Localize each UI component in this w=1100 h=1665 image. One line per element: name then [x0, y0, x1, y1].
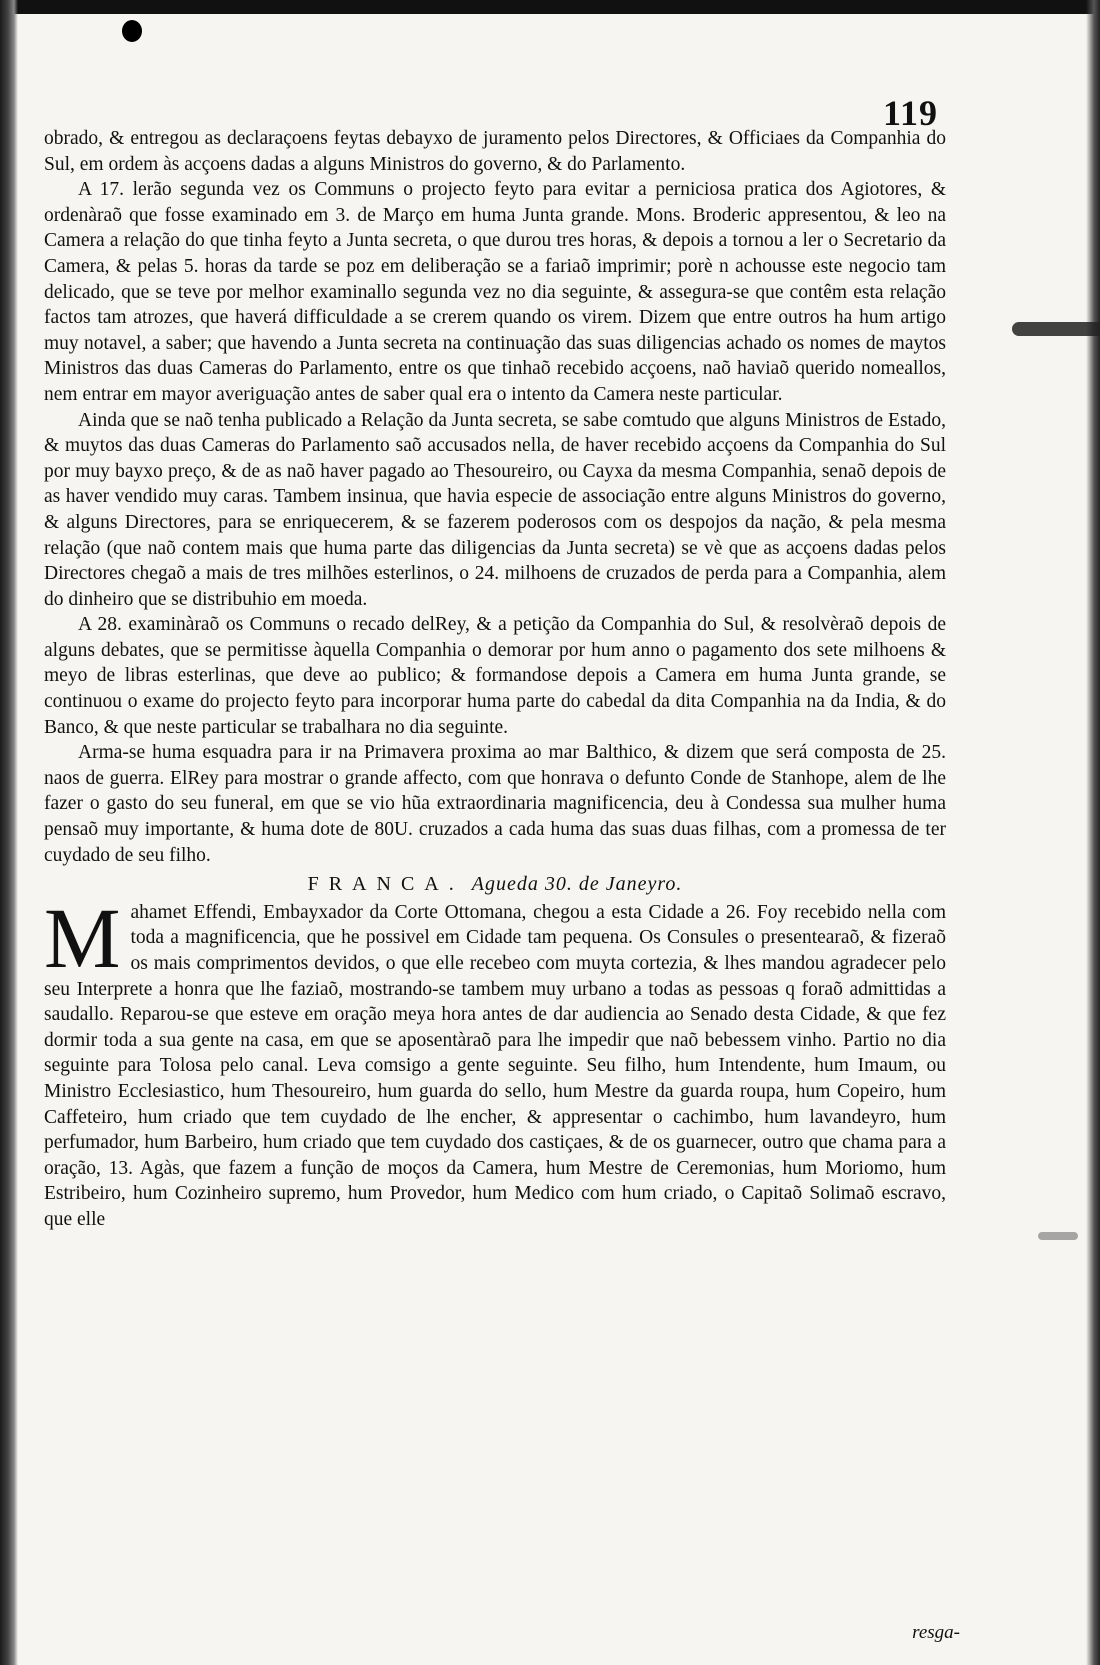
section-heading [44, 872, 946, 898]
paragraph: A 17. lerão segunda vez os Communs o projecto feyto para evitar a perniciosa pratica dos Agiotores, & ordenàraõ que fosse examinado em 3. de Março em huma Junta grande. Mons. Broderic appresentou, & leo na Camera a relação do que tinha feyto a Junta secreta, o que durou tres horas, & depois a tornou a ler o Secretario da Camera, & pelas 5. horas da tarde se poz em deliberação se a fariaõ imprimir; porè n achousse este negocio tam delicado, que se teve por melhor examinallo segunda vez no dia seguinte, & assegura-se que contêm esta relação factos tam atrozes, que haverá difficuldade a se crerem quando os virem. Dizem que entre outros ha hum artigo muy notavel, a saber; que havendo a Junta secreta na continuação das suas diligencias achado os nomes de maytos Ministros das duas Cameras do Parlamento, entre os que tinhaõ recebido acçoens, naõ haviaõ querido nomeallos, nem entrar em mayor averiguação antes de saber qual era o intento da Camera neste particular. [44, 179, 946, 405]
paragraph: obrado, & entregou as declaraçoens feytas debayxo de juramento pelos Directores, & Officiaes da Companhia do Sul, em ordem às acçoens dadas a alguns Ministros do governo, & do Parlamento. [44, 128, 946, 175]
ink-smudge-small [1038, 1232, 1078, 1240]
section-dateline: Agueda 30. de Janeyro. [471, 873, 683, 896]
binding-hole [122, 20, 142, 42]
scan-left-edge [0, 0, 18, 1665]
paragraph-france-text: ahamet Effendi, Embayxador da Corte Ottomana, chegou a esta Cidade a 26. Foy recebido nella com toda a magnificencia, que he possivel em Cidade tam pequena. Os Consules o presentearaõ, & fizeraõ os mais comprimentos devidos, o que elle recebeo com muyta cortezia, & lhes mandou agradecer pelo seu Interprete a honra que lhe faziaõ, mostrando-se tambem muy urbano a todas as pessoas q foraõ admittidas a saudallo. Reparou-se que esteve em oração meya hora antes de dar audiencia ao Senado desta Cidade, & que fez dormir toda a sua gente na casa, em que se aposentàraõ para lhe impedir que naõ bebessem vinho. Partio no dia seguinte para Tolosa pelo canal. Leva comsigo a gente seguinte. Seu filho, hum Intendente, hum Imaum, ou Ministro Ecclesiastico, hum Thesoureiro, hum guarda do sello, hum Mestre da guarda roupa, hum Copeiro, hum Caffeteiro, hum criado que tem cuydado de lhe encher, & appresentar o cachimbo, hum lavandeyro, hum perfumador, hum Barbeiro, hum criado que tem cuydado dos castiçaes, & de os guarnecer, outro que chama para a oração, 13. Agàs, que fazem a função de moços da Camera, hum Mestre de Ceremonias, hum Moriomo, hum Estribeiro, hum Cozinheiro supremo, hum Provedor, hum Medico com hum criado, o Capitaõ Solimaõ escravo, que elle [44, 901, 946, 1230]
drop-cap: M [44, 889, 121, 986]
page-number: 119 [882, 93, 938, 133]
section-place: FRANCA. [307, 873, 464, 896]
paragraph-france [44, 889, 946, 1233]
catchword: resga- [912, 1622, 960, 1643]
scan-top-edge [0, 0, 1100, 14]
scan-right-edge [1086, 0, 1100, 1665]
body-text [44, 126, 946, 1233]
ink-smudge [1012, 322, 1100, 336]
paragraph: Ainda que se naõ tenha publicado a Relação da Junta secreta, se sabe comtudo que alguns Ministros de Estado, & muytos das duas Cameras do Parlamento saõ accusados nella, de haver recebido acçoens da Companhia do Sul por muy bayxo preço, & de as naõ haver pagado ao Thesoureiro, ou Cayxa da mesma Companhia, senaõ depois de as haver vendido muy caras. Tambem insinua, que havia especie de associação entre alguns Ministros do governo, & alguns Directores, para se enriquecerem, & se fazerem poderosos com os despojos da nação, & pela mesma relação (que naõ contem mais que huma parte das diligencias da Junta secreta) se vè que as acçoens dadas pelos Directores chegaõ a mais de tres milhões esterlinos, o 24. milhoens de cruzados de perda para a Companhia, alem do dinheiro que se distribuhio em moeda. [44, 409, 946, 610]
paragraph: A 28. examinàraõ os Communs o recado delRey, & a petição da Companhia do Sul, & resolvèraõ depois de alguns debates, que se permitisse àquella Companhia o demorar por hum anno o pagamento dos sete milhoens & meyo de libras esterlinas, que deve ao publico; & formandose depois a Camera em huma Junta grande, se continuou o exame do projecto feyto para incorporar huma parte do cabedal da dita Companhia na da India, & do Banco, & que neste particular se trabalhara no dia seguinte. [44, 614, 946, 738]
paragraph: Arma-se huma esquadra para ir na Primavera proxima ao mar Balthico, & dizem que será composta de 25. naos de guerra. ElRey para mostrar o grande affecto, com que honrava o defunto Conde de Stanhope, alem de lhe fazer o gasto do seu funeral, em que se vio hũa extraordinaria magnificencia, deu à Condessa sua mulher huma pensaõ muy importante, & huma dote de 80U. cruzados a cada huma das suas duas filhas, com a promessa de ter cuydado de seu filho. [44, 742, 946, 866]
